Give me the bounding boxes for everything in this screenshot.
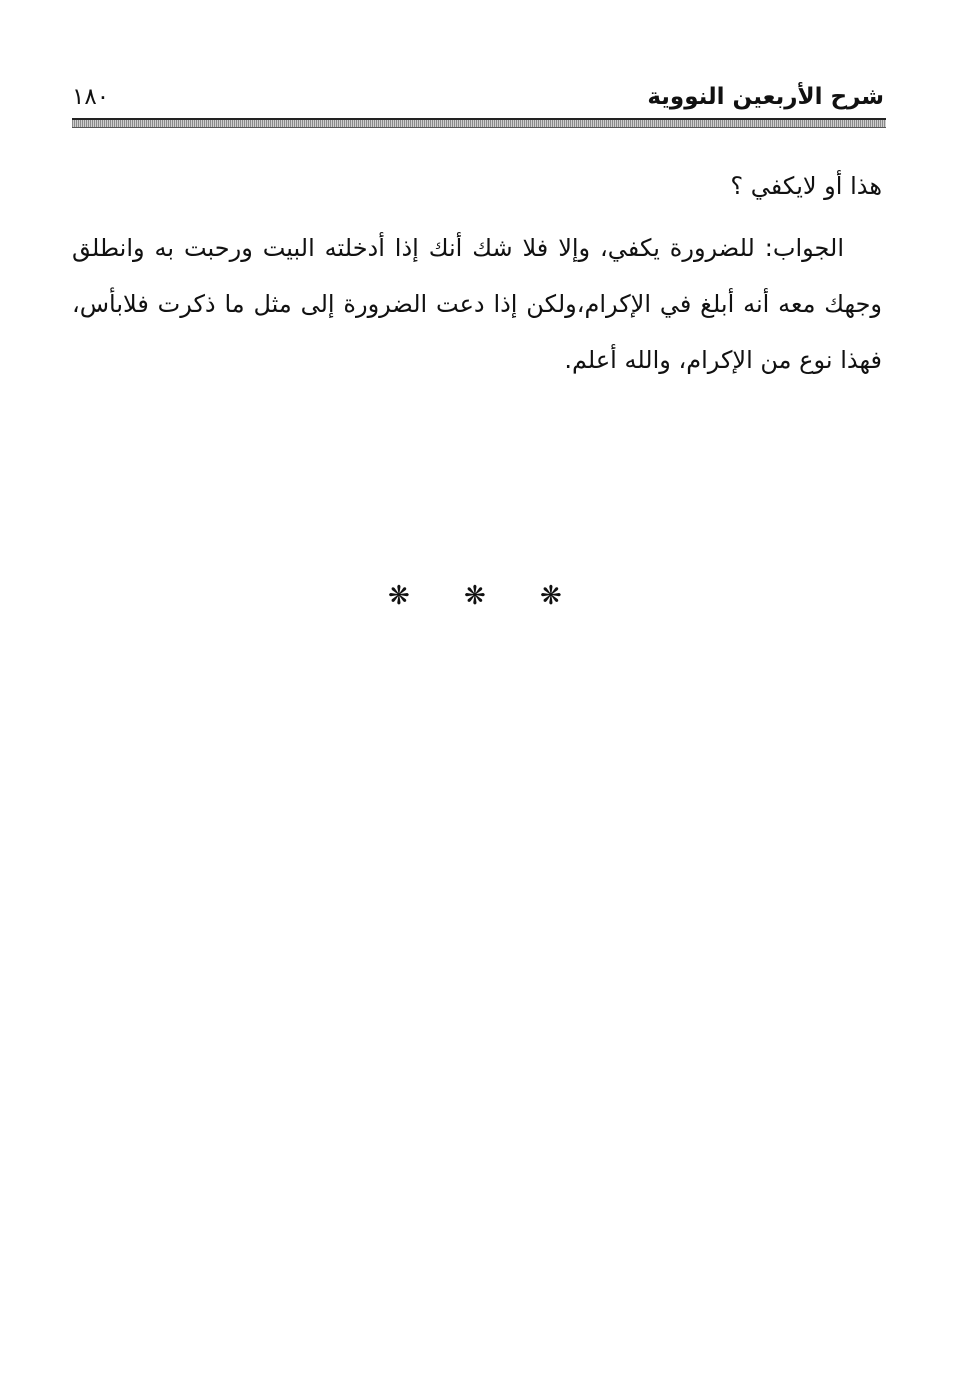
answer-label: الجواب:: [764, 234, 844, 262]
separator-star-icon: ❋: [540, 581, 562, 611]
answer-text: للضرورة يكفي، وإلا فلا شك أنك إذا أدخلته البيت ورحبت به وانطلق وجهك معه أنه أبلغ في الإكرام،ولكن إذا دعت الضرورة إلى مثل ما ذكرت فلابأس، فهذا نوع من الإكرام، والله أعلم.: [72, 234, 882, 374]
separator-star-icon: ❋: [388, 581, 410, 611]
running-header: [72, 78, 884, 118]
section-separator: [0, 578, 965, 618]
main-text: [72, 158, 882, 388]
book-title: شرح الأربعين النووية: [647, 84, 884, 110]
separator-star-icon: ❋: [464, 581, 486, 611]
page-number: ١٨٠: [72, 84, 110, 110]
answer-paragraph: [72, 220, 882, 388]
question-continuation: هذا أو لايكفي ؟: [730, 172, 882, 200]
header-rule: [72, 118, 886, 128]
